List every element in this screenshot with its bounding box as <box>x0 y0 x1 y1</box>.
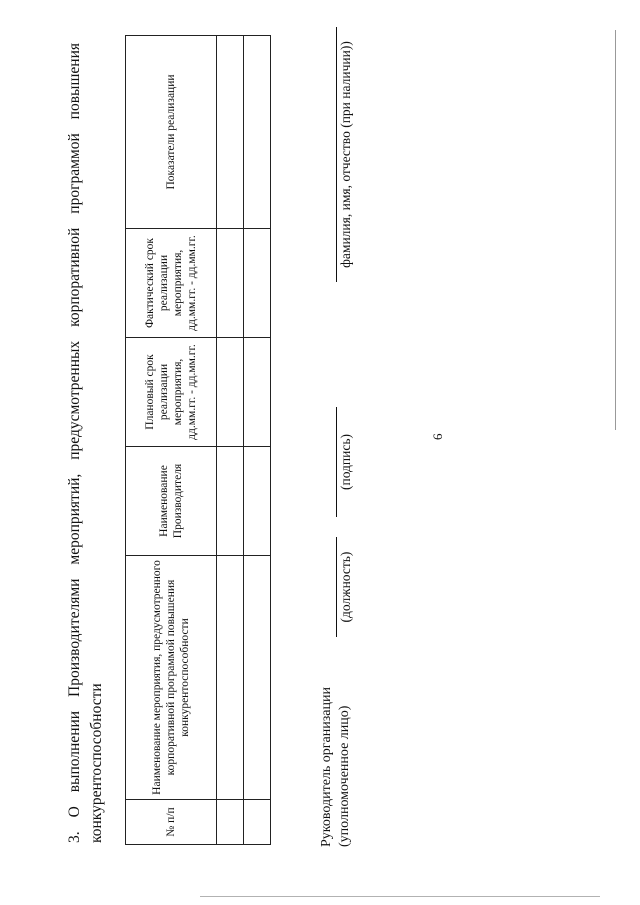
table-cell <box>217 36 244 229</box>
header-indicators: Показатели реализации <box>126 36 217 229</box>
header-number: № п/п <box>126 800 217 845</box>
section-heading <box>64 43 108 843</box>
full-name-field <box>318 27 355 282</box>
table-row <box>244 36 271 845</box>
header-producer-name: Наименование Производителя <box>126 447 217 556</box>
header-actual-term: Фактический срок реализации мероприятия, дд.мм.гг. - дд.мм.гг. <box>126 229 217 338</box>
signature-caption: (подпись) <box>338 433 353 491</box>
section-heading-line1: 3. О выполнении Производителями мероприятий, предусмотренных корпоративной программой повышения <box>66 43 83 843</box>
full-name-line <box>318 27 337 282</box>
signature-field <box>318 407 355 517</box>
signatory-role-line2: (уполномоченное лицо) <box>337 705 352 847</box>
table-cell <box>217 338 244 447</box>
table-cell <box>217 447 244 556</box>
page-number: 6 <box>430 433 445 440</box>
position-line <box>318 537 337 637</box>
signatory-role <box>318 687 354 847</box>
table-cell <box>244 229 271 338</box>
table-cell <box>244 36 271 229</box>
table-cell <box>217 800 244 845</box>
table-cell <box>244 447 271 556</box>
signatory-role-line1: Руководитель организации <box>319 687 334 847</box>
signature-block <box>318 27 378 847</box>
section-heading-line2: конкурентоспособности <box>88 683 105 843</box>
header-activity-name: Наименование мероприятия, предусмотренного корпоративной программой повышения конкурентоспособности <box>126 556 217 800</box>
table-row <box>217 36 244 845</box>
full-name-caption: фамилия, имя, отчество (при наличии)) <box>338 41 353 268</box>
table-header-row <box>126 36 217 845</box>
position-field <box>318 537 355 637</box>
table-cell <box>244 338 271 447</box>
report-table <box>125 35 271 845</box>
signature-line <box>318 407 337 517</box>
header-planned-term: Плановый срок реализации мероприятия, дд.мм.гг. - дд.мм.гг. <box>126 338 217 447</box>
position-caption: (должность) <box>338 551 353 623</box>
table-cell <box>244 556 271 800</box>
table-cell <box>244 800 271 845</box>
table-cell <box>217 229 244 338</box>
table-cell <box>217 556 244 800</box>
